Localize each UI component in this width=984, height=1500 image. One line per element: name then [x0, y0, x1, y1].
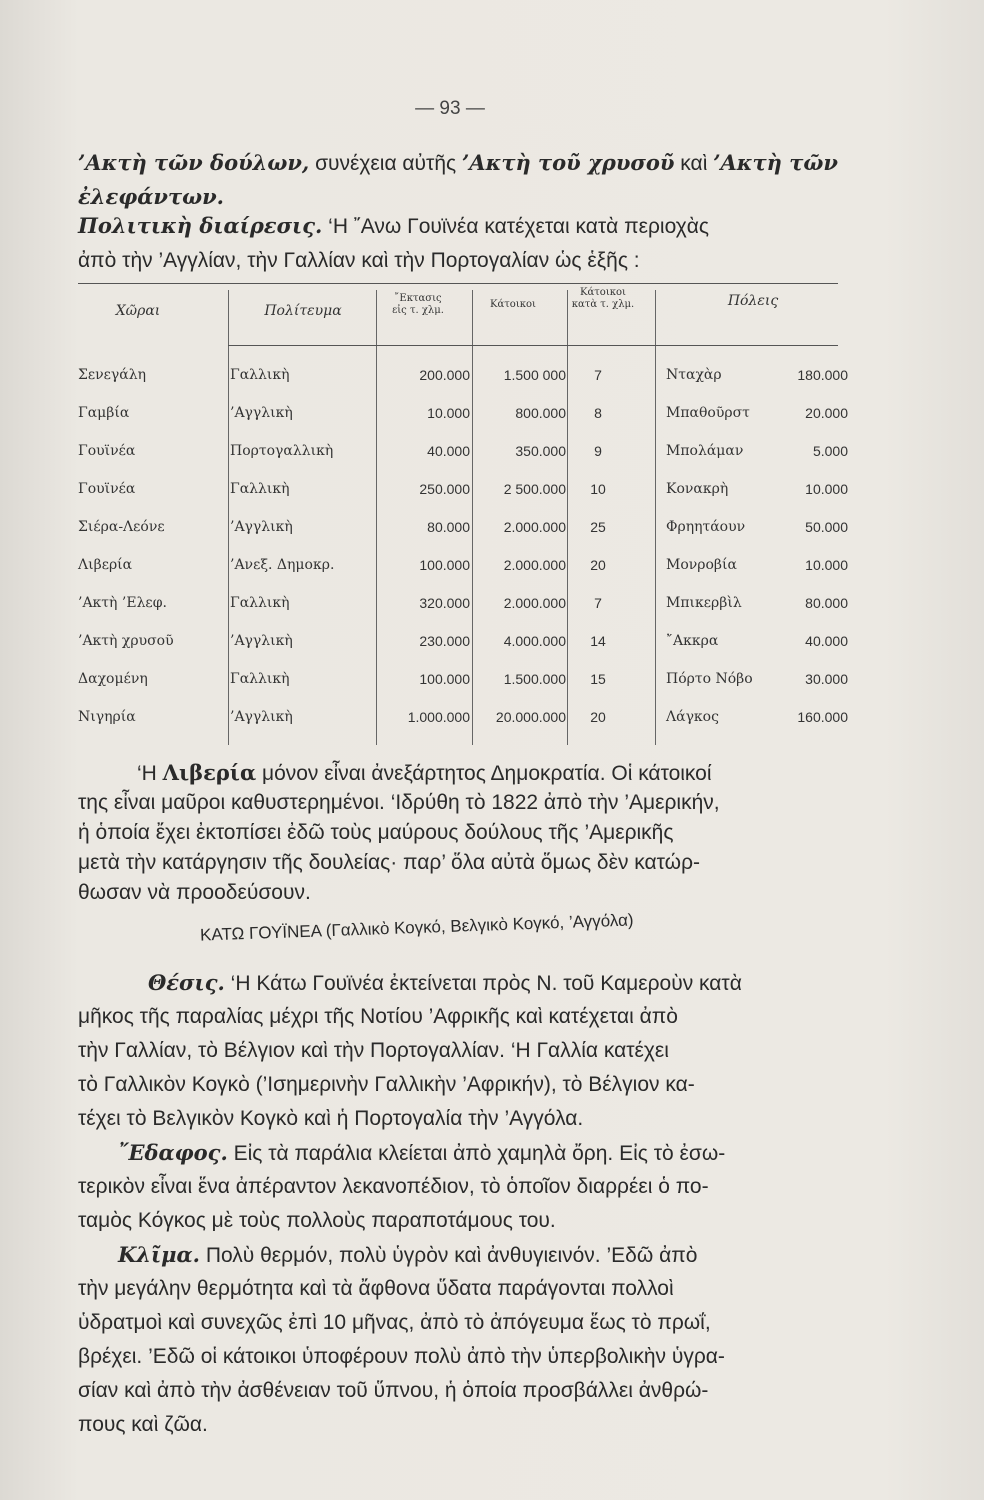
- intro-line-2: ἐλεφάντων.: [78, 184, 224, 209]
- table-row: Νιγηρία ’Αγγλικὴ 1.000.000 20.000.000 20 Λάγκος 160.000: [78, 709, 848, 725]
- body-line-14: πους καὶ ζῶα.: [78, 1413, 208, 1436]
- liberia-line-2: της εἶναι μαῦροι καθυστερημένοι. ‘Ιδρύθη τὸ 1822 ἀπὸ τὴν ’Αμερικήν,: [78, 791, 720, 814]
- liberia-line-4: μετὰ τὴν κατάργησιν τῆς δουλείας· παρ’ ὅλα αὐτὰ ὅμως δὲν κατώρ-: [78, 851, 701, 874]
- body-line-4: τὸ Γαλλικὸν Κογκὸ (’Ισημερινὴν Γαλλικὴν ’Αφρικήν), τὸ Βέλγιον κα-: [78, 1073, 695, 1096]
- intro-line-4: ἀπὸ τὴν ’Αγγλίαν, τὴν Γαλλίαν καὶ τὴν Πορτογαλίαν ὡς ἑξῆς :: [78, 249, 640, 272]
- header-cities: Πόλεις: [727, 293, 779, 309]
- table-header: [78, 283, 848, 341]
- header-density: Κάτοικοι κατὰ τ. χλμ.: [571, 287, 635, 310]
- header-area: ῎Εκτασις εἰς τ. χλμ.: [392, 293, 444, 316]
- body-line-10: τὴν μεγάλην θερμότητα καὶ τὰ ἄφθονα ὕδατα παράγονται πολλοὶ: [78, 1277, 674, 1300]
- page-number: — 93 —: [415, 98, 485, 119]
- term-liberia: Λιβερία: [162, 760, 257, 785]
- body-line-5: τέχει τὸ Βελγικὸν Κογκὸ καὶ ἡ Πορτογαλία τὴν ’Αγγόλα.: [78, 1107, 584, 1130]
- liberia-line-3: ἡ ὁποία ἔχει ἐκτοπίσει ἐδῶ τοὺς μαύρους δούλους τῆς ’Αμερικῆς: [78, 821, 674, 844]
- table-row: Δαχομένη Γαλλικὴ 100.000 1.500.000 15 Πόρτο Νόβο 30.000: [78, 671, 848, 687]
- table-row: Γουϊνέα Γαλλικὴ 250.000 2 500.000 10 Κονακρὴ 10.000: [78, 481, 848, 497]
- intro-line-3: Πολιτικὴ διαίρεσις. ‘Η ῎Ανω Γουϊνέα κατέχεται κατὰ περιοχὰς: [78, 213, 709, 238]
- liberia-line-1: ‘Η Λιβερία μόνον εἶναι ἀνεξάρτητος Δημοκρατία. Οἱ κάτοικοί: [137, 760, 712, 785]
- table-row: Σιέρα-Λεόνε ’Αγγλικὴ 80.000 2.000.000 25 Φρηητάουν 50.000: [78, 519, 848, 535]
- table-row: Σενεγάλη Γαλλικὴ 200.000 1.500 000 7 Νταχὰρ 180.000: [78, 367, 848, 383]
- table-row: Λιβερία ’Ανεξ. Δημοκρ. 100.000 2.000.000 20 Μονροβία 10.000: [78, 557, 848, 573]
- term-politiki-diairesis: Πολιτικὴ διαίρεσις.: [78, 213, 323, 238]
- body-line-13: σίαν καὶ ἀπὸ τὴν ἀσθένειαν τοῦ ὕπνου, ἡ ὁποία προσβάλλει ἀνθρώ-: [78, 1379, 709, 1402]
- body-line-8: ταμὸς Κόγκος μὲ τοὺς πολλοὺς παραποτάμους του.: [78, 1209, 556, 1232]
- body-line-3: τὴν Γαλλίαν, τὸ Βέλγιον καὶ τὴν Πορτογαλλίαν. ‘Η Γαλλία κατέχει: [78, 1039, 669, 1062]
- body-line-1: Θέσις. ‘Η Κάτω Γουϊνέα ἐκτείνεται πρὸς Ν. τοῦ Καμεροὺν κατὰ: [148, 970, 742, 995]
- body-line-2: μῆκος τῆς παραλίας μέχρι τῆς Νοτίου ’Αφρικῆς καὶ κατέχεται ἀπὸ: [78, 1005, 678, 1028]
- body-line-7: τερικὸν εἶναι ἕνα ἀπέραντον λεκανοπέδιον, τὸ ὁποῖον διαρρέει ὁ πο-: [78, 1175, 709, 1198]
- intro-line-1: ’Ακτὴ τῶν δούλων, συνέχεια αὐτῆς ’Ακτὴ τοῦ χρυσοῦ καὶ ’Ακτὴ τῶν: [78, 150, 838, 175]
- section-heading: ΚΑΤΩ ΓΟΥΪΝΕΑ (Γαλλικὸ Κογκό, Βελγικὸ Κογκό, ’Αγγόλα): [199, 910, 634, 945]
- table-row: ’Ακτὴ ’Ελεφ. Γαλλικὴ 320.000 2.000.000 7 Μπικερβὶλ 80.000: [78, 595, 848, 611]
- term-edafos: ῎Εδαφος.: [118, 1140, 228, 1165]
- body-line-11: ὑδρατμοὶ καὶ συνεχῶς ἐπὶ 10 μῆνας, ἀπὸ τὸ ἀπόγευμα ἕως τὸ πρωΐ,: [78, 1311, 711, 1334]
- term-klima: Κλῖμα.: [118, 1242, 200, 1267]
- term-thesis: Θέσις.: [148, 970, 225, 995]
- term-akti-elefanton: ’Ακτὴ τῶν: [713, 150, 838, 175]
- body-line-12: βρέχει. ’Εδῶ οἱ κάτοικοι ὑποφέρουν πολὺ ἀπὸ τὴν ὑπερβολικὴν ὑγρα-: [78, 1345, 725, 1368]
- header-countries: Χῶραι: [115, 303, 161, 319]
- body-line-9: Κλῖμα. Πολὺ θερμόν, πολὺ ὑγρὸν καὶ ἀνθυγιεινόν. ’Εδῶ ἀπὸ: [118, 1242, 698, 1267]
- table-row: Γουϊνέα Πορτογαλλικὴ 40.000 350.000 9 Μπολάμαν 5.000: [78, 443, 848, 459]
- term-akti-doulon: ’Ακτὴ τῶν δούλων,: [78, 150, 310, 175]
- liberia-line-5: θωσαν νὰ προοδεύσουν.: [78, 881, 311, 904]
- header-regime: Πολίτευμα: [264, 303, 342, 319]
- table-header-rule: [228, 345, 838, 346]
- header-population: Κάτοικοι: [490, 299, 536, 310]
- table-row: Γαμβία ’Αγγλικὴ 10.000 800.000 8 Μπαθοῦρστ 20.000: [78, 405, 848, 421]
- body-line-6: ῎Εδαφος. Εἰς τὰ παράλια κλείεται ἀπὸ χαμηλὰ ὄρη. Εἰς τὸ ἐσω-: [118, 1140, 726, 1165]
- table-row: ’Ακτὴ χρυσοῦ ’Αγγλικὴ 230.000 4.000.000 14 ῎Ακκρα 40.000: [78, 633, 848, 649]
- term-akti-chrysou: ’Ακτὴ τοῦ χρυσοῦ: [461, 150, 675, 175]
